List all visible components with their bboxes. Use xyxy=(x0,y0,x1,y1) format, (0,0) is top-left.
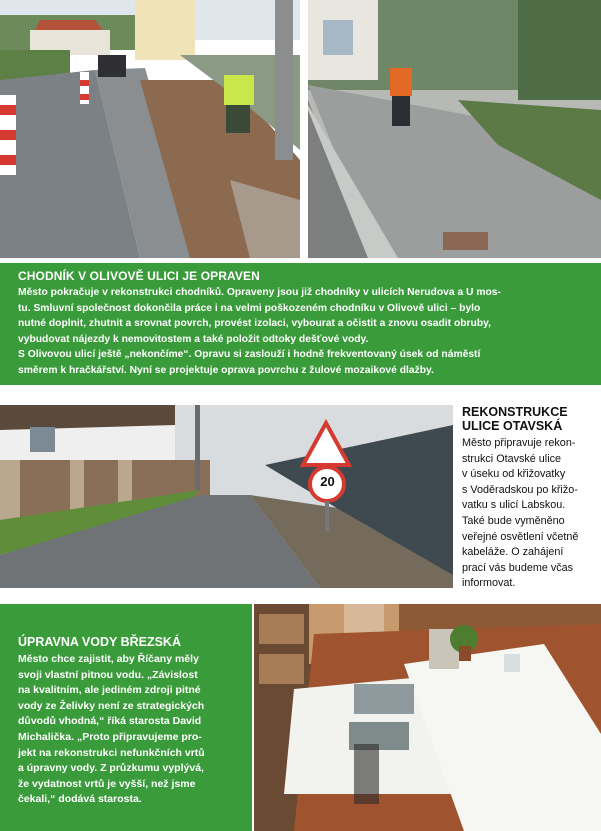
photo-finished-sidewalk xyxy=(308,0,601,258)
body-line: že vydatnost vrtů je vyšší, než jsme xyxy=(18,777,196,790)
body-line: Také bude vyměněno xyxy=(462,514,565,527)
body-line: svoji vlastní pitnou vodu. „Závislost xyxy=(18,668,198,681)
otavska-article xyxy=(462,405,598,592)
photo-street-construction xyxy=(0,0,300,258)
body-line: vody ze Želivky není ze strategických xyxy=(18,699,205,712)
speed-limit-label: 20 xyxy=(320,474,335,489)
water-plant-article xyxy=(0,604,252,831)
body-line: vybudovat nájezdy k nemovitostem a také položit odtoky dešťové vody. xyxy=(18,333,369,345)
photo-meeting-plans xyxy=(254,604,601,831)
water-plant-article-title: ÚPRAVNA VODY BŘEZSKÁ xyxy=(18,635,181,649)
body-line: Město připravuje rekon- xyxy=(462,437,576,449)
body-line: čekali,“ dodává starosta. xyxy=(18,793,142,806)
body-line: S Olivovou ulicí ještě „nekončíme“. Opravu si zaslouží i hodně frekventovaný úsek od náměstí xyxy=(18,349,481,361)
body-line: kabeláže. O zahájení xyxy=(462,546,564,559)
body-line: důvodů vhodná,“ říká starosta David xyxy=(18,715,202,728)
body-line: s Voděradskou po křižo- xyxy=(462,483,578,496)
body-line: Město pokračuje v rekonstrukci chodníků. Opraveny jsou již chodníky v ulicích Nerudova a U mos- xyxy=(18,287,501,298)
sidewalk-article-body xyxy=(18,285,588,379)
body-line: v úseku od křižovatky xyxy=(462,468,566,481)
body-line: vatku s ulicí Labskou. xyxy=(462,499,566,512)
body-line: na kvalitním, ale jediném zdroji pitné xyxy=(18,684,201,697)
body-line: směrem k hračkářství. Nyní se projektuje oprava povrchu z žulové mozaikové dlažby. xyxy=(18,364,434,376)
sidewalk-article xyxy=(0,263,601,385)
body-line: informovat. xyxy=(462,577,516,590)
body-line: veřejné osvětlení včetně xyxy=(462,530,579,543)
body-line: strukci Otavské ulice xyxy=(462,452,562,465)
otavska-article-title xyxy=(462,405,598,433)
photo-otavska-street xyxy=(0,405,453,588)
body-line: nutné doplnit, zhutnit a srovnat povrch, provést izolaci, vybourat a očistit a znovu osadit obruby, xyxy=(18,318,491,330)
body-line: tu. Smluvní společnost dokončila práce i na velmi poškozeném chodníku v Olivově ulici – bylo xyxy=(18,302,481,314)
title-line: ULICE OTAVSKÁ xyxy=(462,419,563,433)
body-line: Město chce zajistit, aby Říčany měly xyxy=(18,653,199,665)
water-plant-article-body xyxy=(18,652,244,808)
otavska-article-body xyxy=(462,436,598,592)
sidewalk-article-title: CHODNÍK V OLIVOVĚ ULICI JE OPRAVEN xyxy=(18,269,260,283)
body-line: a úpravny vody. Z průzkumu vyplývá, xyxy=(18,762,204,775)
body-line: Michalička. „Proto připravujeme pro- xyxy=(18,730,202,743)
title-line: REKONSTRUKCE xyxy=(462,405,568,419)
body-line: prací vás budeme včas xyxy=(462,561,574,574)
body-line: jekt na rekonstrukci nefunkčních vrtů xyxy=(18,746,205,759)
